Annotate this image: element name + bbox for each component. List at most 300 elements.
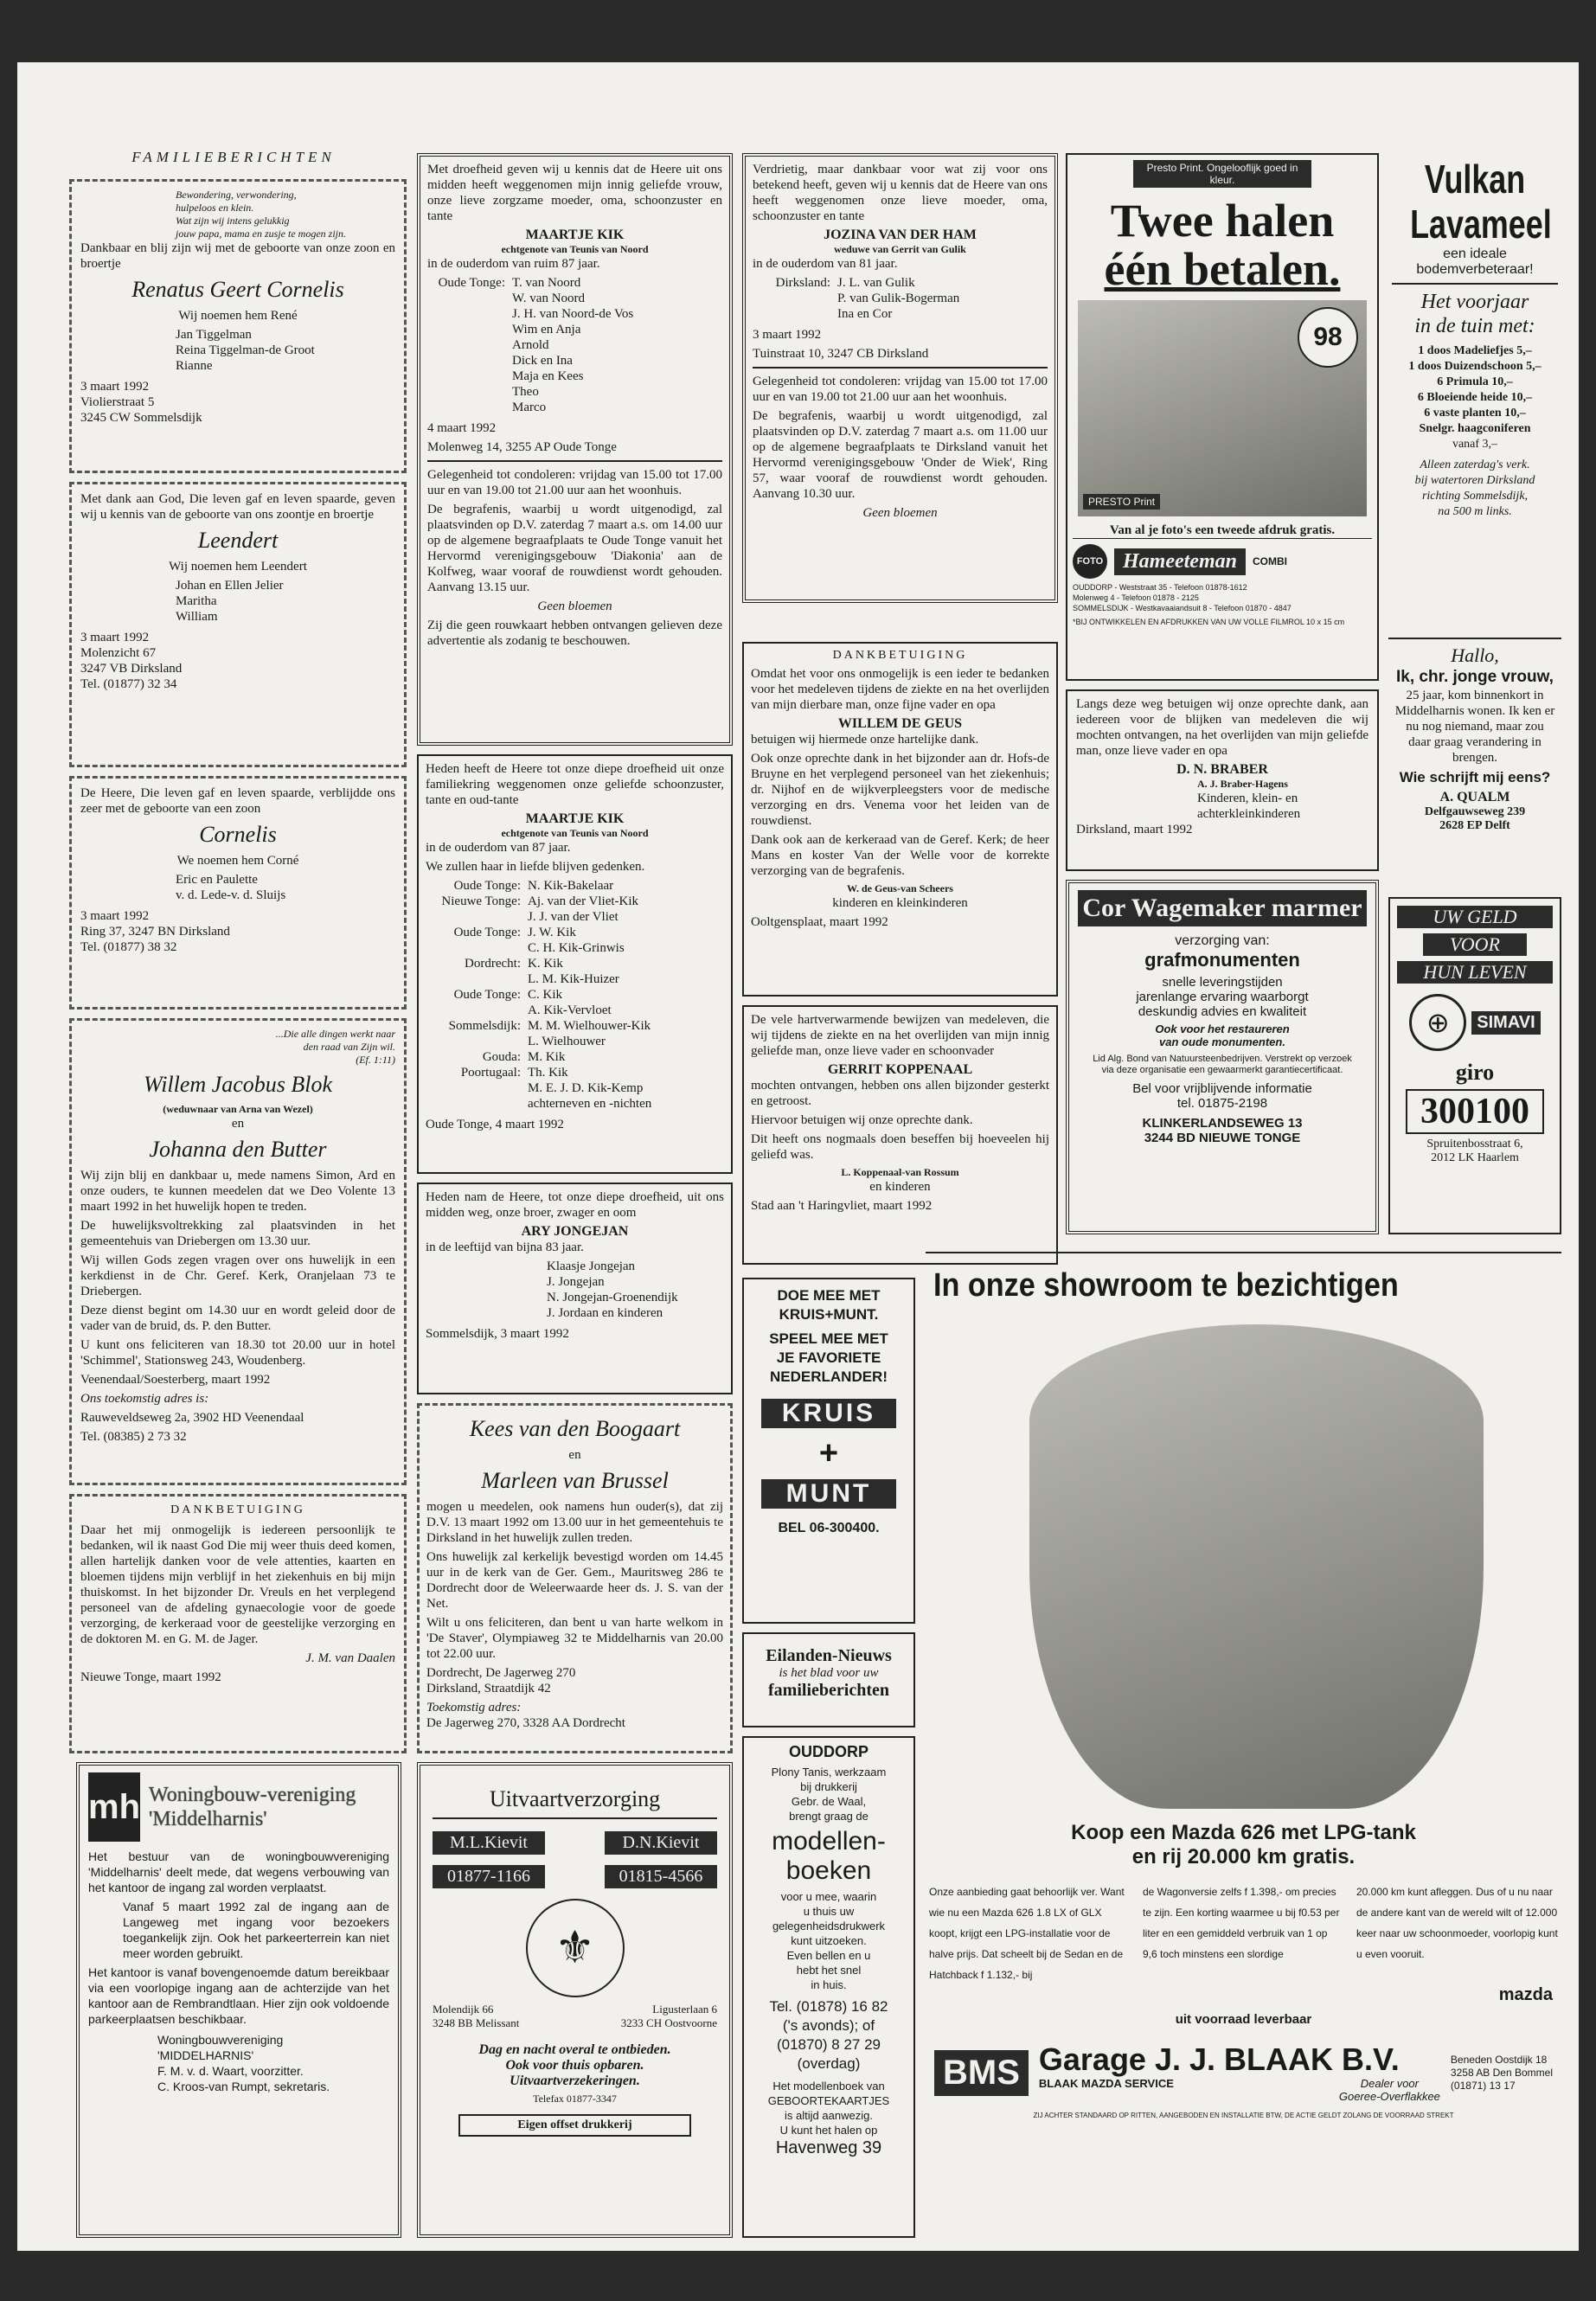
offer-item: 6 Primula 10,– — [1437, 375, 1513, 388]
groom-name: Kees van den Boogaart — [469, 1416, 681, 1441]
brand-logo: mazda — [1498, 1985, 1553, 2004]
ad-line: snelle leveringstijden — [1162, 975, 1283, 990]
place — [427, 369, 512, 384]
family-row — [426, 956, 724, 971]
signature: en kinderen — [869, 1180, 931, 1194]
offer-item: Snelgr. haagconiferen — [1419, 422, 1531, 435]
funeral-services-ad — [417, 1762, 733, 2238]
ad-line: bodemverbeteraar! — [1416, 262, 1534, 277]
verse-line: den raad van Zijn wil. — [303, 1041, 395, 1053]
sign-line: Kinderen, klein- en — [1197, 792, 1298, 805]
signature: L. Koppenaal-van Rossum — [841, 1166, 959, 1178]
price-badge: 98 — [1298, 307, 1358, 368]
place — [426, 1034, 528, 1049]
contact-name: A. QUALM — [1439, 790, 1510, 804]
dealer-block — [1339, 2077, 1440, 2103]
thanks-notice-van-daalen — [69, 1494, 407, 1753]
ad-line: Het modellenboek van — [772, 2080, 885, 2093]
slogan: Ook voor thuis opbaren. — [505, 2058, 644, 2073]
names — [433, 1831, 717, 1855]
verse-ref: (Ef. 1:11) — [356, 1054, 395, 1066]
ad-line: brengt graag de — [789, 1810, 869, 1823]
call-name: Wij noemen hem Leendert — [169, 560, 307, 574]
divider — [753, 367, 1048, 369]
ad-line: VOOR — [1423, 933, 1527, 956]
garage-name-block — [1039, 2042, 1440, 2103]
address: KLINKERLANDSEWEG 13 — [1142, 1116, 1303, 1131]
member: N. Kik-Bakelaar — [528, 879, 614, 893]
kruis-label: KRUIS — [761, 1399, 896, 1428]
family-row — [426, 909, 724, 925]
ad-line: GEBOORTEKAARTJES — [767, 2094, 890, 2107]
ad-line: Wie schrijft mij eens? — [1399, 769, 1551, 785]
and: en — [568, 1448, 581, 1462]
member: K. Kik — [528, 957, 563, 971]
paragraph: Gelegenheid tot condoleren: vrijdag van 15.00 tot 17.00 uur en van 19.00 tot 21.00 uur aan het woonhuis. — [753, 375, 1048, 404]
family-list — [426, 878, 724, 1112]
intro: Verdrietig, maar dankbaar voor wat zij voor ons betekend heeft, geven wij u kennis dat de Heere van ons heeft weggenomen onze lieve moeder, oma, schoonzuster en tante — [753, 163, 1048, 223]
member: L. Wielhouwer — [528, 1035, 606, 1048]
ad-headline: Het voorjaar — [1420, 291, 1529, 313]
member: C. Kik — [528, 988, 563, 1002]
family-row — [426, 1065, 724, 1080]
parent: Eric en Paulette — [176, 873, 258, 887]
address: Dirksland, Straatdijk 42 — [426, 1682, 551, 1695]
parents — [176, 327, 395, 374]
ad-line: bij drukkerij — [800, 1780, 857, 1793]
offer-headline: Koop een Mazda 626 met LPG-tank — [1071, 1821, 1416, 1844]
phone: Tel. (08385) 2 73 32 — [80, 1430, 187, 1444]
dealer-region: Goeree-Overflakkee — [1338, 2090, 1440, 2103]
store-address: OUDDORP - Weststraat 35 - Telefoon 01878-1612 — [1073, 583, 1247, 592]
ad-line: jarenlange ervaring waarborgt — [1136, 990, 1309, 1004]
no-flowers: Geen bloemen — [862, 506, 938, 520]
place — [427, 400, 512, 415]
member: C. H. Kik-Grinwis — [528, 941, 625, 955]
future-address: De Jagerweg 270, 3328 AA Dordrecht — [426, 1716, 625, 1730]
member: J. W. Kik — [528, 926, 576, 939]
birth-notice-leendert — [69, 482, 407, 767]
store-row — [1073, 544, 1372, 579]
verse-line: ...Die alle dingen werkt naar — [275, 1028, 395, 1040]
ad-line: U kunt het halen op — [779, 2124, 878, 2137]
parents — [176, 872, 395, 903]
verse-line: jouw papa, mama en zusje te mogen zijn. — [176, 228, 346, 240]
date: 3 maart 1992 — [80, 631, 150, 644]
location-line: bij watertoren Dirksland — [1414, 474, 1535, 487]
eilanden-nieuws-ad — [742, 1632, 915, 1727]
address: 3258 AB Den Bommel — [1450, 2066, 1553, 2079]
place — [427, 384, 512, 400]
brand-tag: PRESTO Print — [1083, 494, 1160, 510]
child-name: Renatus Geert Cornelis — [131, 277, 344, 302]
slogan: Uitvaartverzekeringen. — [510, 2073, 640, 2088]
family-row — [426, 971, 724, 987]
sign-line: F. M. v. d. Waart, voorzitter. — [157, 2064, 304, 2078]
parent: Jan Tiggelman — [176, 328, 252, 342]
member: achterneven en -nichten — [528, 1097, 652, 1111]
death-notice-kik-1 — [417, 153, 733, 746]
greeting: Hallo, — [1451, 644, 1499, 666]
family-row — [426, 987, 724, 1003]
age: in de ouderdom van 81 jaar. — [753, 257, 898, 271]
address: 2628 EP Delft — [1439, 819, 1510, 832]
sign-line: C. Kroos-van Rumpt, sekretaris. — [157, 2080, 330, 2093]
offer-item: 1 doos Duizendschoon 5,– — [1408, 360, 1542, 373]
birth-notice-renatus — [69, 179, 407, 473]
personal-ad — [1388, 638, 1561, 888]
place-date: Ooltgensplaat, maart 1992 — [751, 915, 888, 929]
ad-line: grafmonumenten — [1144, 949, 1300, 971]
ad-title: Woningbouw-vereniging 'Middelharnis' — [149, 1784, 356, 1830]
family-row — [426, 1034, 724, 1049]
deceased-name: WILLEM DE GEUS — [837, 716, 963, 731]
death-notice-van-der-ham — [742, 153, 1058, 603]
family-row — [427, 400, 722, 415]
garage-sub — [1039, 2077, 1440, 2103]
paragraph: De begrafenis, waarbij u wordt uitgenodigd, zal plaatsvinden op D.V. zaterdag 7 maart a.s. om 11.00 uur op de algemene begraafplaats te Dirksland vanuit het Hervormd verenigingsgebouw 'Onder de Wiek', Ring 57, waar vooraf de rouwdienst wordt gehouden. Aanvang 10.30 uur. — [753, 409, 1048, 501]
ad-line: u thuis uw — [803, 1905, 855, 1918]
paragraph: U kunt ons feliciteren van 18.30 tot 20.00 uur in hotel 'Schimmel', Stationsweg 243, Woudenberg. — [80, 1338, 395, 1368]
place: Gouda: — [482, 1050, 521, 1064]
divider — [1392, 283, 1558, 285]
sibling: Maritha — [176, 594, 217, 608]
place-date: Oude Tonge, 4 maart 1992 — [426, 1118, 564, 1131]
place — [753, 291, 837, 306]
slogan: Dag en nacht overal te ontbieden. — [478, 2042, 671, 2057]
intro: Dankbaar en blij zijn wij met de geboorte van onze zoon en broertje — [80, 241, 395, 271]
paragraph: mochten ontvangen, hebben ons allen bijzonder gesterkt en getroost. — [751, 1079, 1049, 1108]
paragraph: Wij zijn blij en dankbaar u, mede namens Simon, Ard en onze ouders, te kunnen meedelen dat we Deo Volente 13 maart 1992 in het huwelijk hopen te treden. — [80, 1169, 395, 1214]
garage-name: Garage J. J. BLAAK B.V. — [1038, 2041, 1400, 2077]
wedding-notice-boogaart — [417, 1403, 733, 1753]
family-row — [427, 322, 722, 337]
family-row — [426, 1080, 724, 1096]
ad-headline: één betalen. — [1104, 243, 1341, 295]
munt-label: MUNT — [761, 1479, 896, 1509]
paragraph: betuigen wij hiermede onze hartelijke dank. — [751, 733, 979, 747]
paragraph: Dank ook aan de kerkeraad van de Geref. Kerk; de heer Mans en koster Van der Welle voor de korrekte verzorging van de begrafenis. — [751, 833, 1049, 878]
place — [427, 337, 512, 353]
address: Spruitenbosstraat 6, — [1426, 1138, 1523, 1150]
member: P. van Gulik-Bogerman — [837, 292, 960, 305]
store-addresses — [1073, 582, 1372, 627]
offer-item: 6 Bloeiende heide 10,– — [1417, 391, 1533, 404]
phones — [433, 1865, 717, 1888]
street: Molendijk 66 — [433, 2003, 494, 2016]
paragraph: Dit heeft ons nogmaals doen beseffen bij hoeveelen hij geliefd was. — [751, 1132, 1049, 1162]
ad-title: Uitvaartverzorging — [433, 1786, 717, 1819]
member: T. van Noord — [512, 276, 581, 290]
phone[interactable]: BEL 06-300400. — [778, 1521, 880, 1535]
paragraph: Vanaf 5 maart 1992 zal de ingang aan de Langeweg met ingang voor bezoekers toegankelijk zijn. Ook het parkeerterrein kan niet meer worden gebruikt. — [123, 1900, 389, 1960]
address-label: Toekomstig adres: — [426, 1701, 522, 1715]
sibling: William — [176, 610, 218, 624]
intro: De Heere, Die leven gaf en leven spaarde, verblijdde ons zeer met de geboorte van een zoon — [80, 786, 395, 816]
store-address: SOMMELSDIJK - Westkavaaiandsuit 8 - Telefoon 01870 - 4847 — [1073, 604, 1292, 612]
store-name: Hameeteman — [1114, 548, 1246, 575]
photo-people — [1078, 300, 1367, 516]
thanks-notice-de-geus — [742, 642, 1058, 997]
place: Dordrecht: — [465, 957, 521, 971]
ad-headline: In onze showroom te bezichtigen — [933, 1267, 1399, 1304]
member: M. E. J. D. Kik-Kemp — [528, 1081, 644, 1095]
director-name: M.L.Kievit — [433, 1831, 545, 1855]
address-label: Ons toekomstig adres is: — [80, 1392, 209, 1406]
ad-line: Lid Alg. Bond van Natuursteenbedrijven. Verstrekt op verzoek via deze organisatie een gewaarmerkt garantiecertificaat. — [1093, 1054, 1352, 1075]
phone[interactable]: (01871) 13 17 — [1450, 2079, 1516, 2092]
intro: Heden nam de Heere, tot onze diepe droefheid, uit ons midden weg, onze broer, zwager en oom — [426, 1190, 724, 1220]
simavi-ad — [1388, 897, 1561, 1234]
ad-line: hebt het snel — [796, 1964, 862, 1977]
ad-line: verzorging van: — [1175, 933, 1270, 948]
ad-line: NEDERLANDER! — [770, 1368, 888, 1385]
address: Delfgauwseweg 239 — [1424, 805, 1526, 818]
offer-item: vanaf 3,– — [1452, 438, 1498, 451]
member: Arnold — [512, 338, 549, 352]
age: in de leeftijd van bijna 83 jaar. — [426, 1240, 584, 1254]
fax: Telefax 01877-3347 — [533, 2093, 617, 2105]
family-list — [427, 275, 722, 415]
family-row — [427, 306, 722, 322]
phone[interactable]: Tel. (01878) 16 82 — [769, 1998, 888, 2015]
member: J. Jongejan — [547, 1275, 605, 1289]
ad-line: Plony Tanis, werkzaam — [771, 1766, 887, 1779]
ad-line: DOE MEE MET — [777, 1287, 881, 1304]
ad-line: KRUIS+MUNT. — [779, 1306, 879, 1323]
city: 3248 BB Melissant — [433, 2016, 520, 2029]
paper-name: Eilanden-Nieuws — [766, 1646, 892, 1665]
spouse: weduwe van Gerrit van Gulik — [834, 243, 966, 255]
offer-columns — [929, 1881, 1558, 1985]
paragraph: De huwelijksvoltrekking zal plaatsvinden in het gemeentehuis van Driebergen om 13.30 uur. — [80, 1219, 395, 1248]
place — [426, 909, 528, 925]
bms-logo: BMS — [934, 2050, 1029, 2096]
family-row — [753, 306, 1048, 322]
offer-list — [1392, 343, 1558, 452]
phone[interactable]: tel. 01875-2198 — [1176, 1096, 1268, 1111]
dealer-label: Dealer voor — [1360, 2077, 1419, 2090]
section-header — [69, 149, 398, 175]
signature — [1197, 778, 1368, 822]
member: Theo — [512, 385, 539, 399]
place — [426, 1003, 528, 1018]
verse — [80, 1028, 395, 1067]
addresses — [433, 2003, 717, 2030]
family-row — [427, 275, 722, 291]
place-date: Sommelsdijk, 3 maart 1992 — [426, 1327, 569, 1341]
ad-headline: modellen- — [772, 1827, 886, 1856]
child-name: Leendert — [197, 528, 279, 553]
notice-title: DANKBETUIGING — [170, 1503, 305, 1516]
ad-line: voor u mee, waarin — [780, 1890, 877, 1903]
address: Havenweg 39 — [775, 2138, 882, 2157]
member: M. M. Wielhouwer-Kik — [528, 1019, 651, 1033]
fine-print: *BIJ ONTWIKKELEN EN AFDRUKKEN VAN UW VOLLE FILMROL 10 x 15 cm — [1073, 618, 1345, 626]
family-row — [426, 1003, 724, 1018]
family-row — [426, 940, 724, 956]
family-list — [547, 1259, 724, 1321]
family-row — [427, 337, 722, 353]
section-title: FAMILIEBERICHTEN — [131, 149, 336, 165]
address-left — [433, 2003, 519, 2030]
ad-line: ('s avonds); of — [782, 2017, 875, 2034]
ad-headline: Ik, chr. jonge vrouw, — [1396, 668, 1554, 686]
ad-line: JE FAVORIETE — [776, 1349, 881, 1366]
paragraph: Wij willen Gods zegen vragen over ons huwelijk in een kerkdienst in de Chr. Geref. Kerk, Oranjelaan 73 te Driebergen. — [80, 1253, 395, 1298]
paragraph: Wilt u ons feliciteren, dan bent u van harte welkom in 'De Staver', Olympiaweg 32 te Middelharnis van 20.00 tot 22.00 uur. — [426, 1616, 723, 1661]
place-name: OUDDORP — [788, 1743, 869, 1760]
paragraph: Ons huwelijk zal kerkelijk bevestigd worden om 14.45 uur in de kerk van de Ger. Gem., Mauritsweg 286 te Dordrecht door de Weleerwaarde heer ds. J. S. van der Net. — [426, 1550, 723, 1611]
signature: kinderen en kleinkinderen — [832, 896, 968, 910]
place — [427, 291, 512, 306]
death-notice-jongejan — [417, 1183, 733, 1394]
family-row — [427, 384, 722, 400]
member: Aj. van der Vliet-Kik — [528, 894, 639, 908]
thanks-notice-braber — [1066, 689, 1379, 871]
street: Violierstraat 5 — [80, 395, 155, 409]
offer-item: 6 vaste planten 10,– — [1424, 407, 1526, 420]
place-date: Stad aan 't Haringvliet, maart 1992 — [751, 1199, 933, 1213]
location-line: na 500 m links. — [1438, 505, 1512, 518]
verse-line: Wat zijn wij intens gelukkig — [176, 215, 290, 227]
member: Ina en Cor — [837, 307, 893, 321]
logo-text: SIMAVI — [1471, 1011, 1540, 1035]
mazda-ad — [926, 1252, 1561, 2238]
paragraph: De vele hartverwarmende bewijzen van medeleven, die wij tijdens de ziekte en na het overlijden van mijn innig geliefde man, onze lieve vader en schoonvader — [751, 1013, 1049, 1058]
member: M. Kik — [528, 1050, 566, 1064]
ad-line: Gebr. de Waal, — [791, 1795, 867, 1808]
place — [427, 322, 512, 337]
family-row — [426, 1018, 724, 1034]
offer-text: 20.000 km kunt afleggen. Dus of u nu naar de andere kant van de wereld wilt of 12.000 keer naar uw schoonmoeder, voorlopig kunt u even vooruit. — [1356, 1886, 1558, 1960]
phone: Tel. (01877) 38 32 — [80, 940, 177, 954]
notice-title: DANKBETUIGING — [832, 649, 968, 662]
death-notice-kik-2 — [417, 754, 733, 1174]
paragraph: Deze dienst begint om 14.30 uur en wordt geleid door de vader van de bruid, ds. P. den Butter. — [80, 1304, 395, 1333]
place: Oude Tonge: — [453, 879, 521, 893]
address: Rauweveldseweg 2a, 3902 HD Veenendaal — [80, 1411, 304, 1425]
and: en — [231, 1117, 245, 1131]
bride-name: Johanna den Butter — [149, 1137, 327, 1162]
spouse: echtgenote van Teunis van Noord — [501, 243, 649, 255]
parent: Johan en Ellen Jelier — [176, 579, 284, 593]
paragraph: Omdat het voor ons onmogelijk is een ieder te bedanken voor het medeleven tijdens de ziekte en na het overlijden van mijn dierbare man, onze fijne vader en opa — [751, 667, 1049, 712]
address: Tuinstraat 10, 3247 CB Dirksland — [753, 347, 929, 361]
family-row — [753, 291, 1048, 306]
foto-logo: FOTO — [1073, 544, 1107, 579]
logo: mh — [88, 1772, 140, 1842]
family-row — [426, 1049, 724, 1065]
deceased-name: JOZINA VAN DER HAM — [824, 228, 977, 242]
sibling: Rianne — [176, 359, 213, 373]
place: Oude Tonge: — [438, 276, 505, 290]
member: J. L. van Gulik — [837, 276, 915, 290]
text: Daar het mij onmogelijk is iedereen persoonlijk te bedanken, wil ik naast God Die mij weer thuis deed komen, allen hartelijk danken voor de vele attenties, kaarten en bloemen tijdens mijn verblijf in het ziekenhuis en bij mijn thuiskomst. In het bijzonder Dr. Vreuls en het verplegend personeel van de afdeling gynaecologie voor de goede verzorging, de kerkeraad voor de geestelijke verzorging en de doktoren M. en G. M. de Jager. — [80, 1523, 395, 1646]
city: 3233 CH Oostvoorne — [620, 2016, 717, 2029]
ad-line: kunt uitzoeken. — [791, 1934, 867, 1947]
groom-name: Willem Jacobus Blok — [143, 1072, 333, 1097]
ad-text: 25 jaar, kom binnenkort in Middelharnis wonen. Ik ken er nu nog niemand, maar zou daar graag verandering in brengen. — [1394, 689, 1555, 765]
ad-header — [88, 1772, 389, 1842]
member: Dick en Ina — [512, 354, 573, 368]
address: 3244 BD NIEUWE TONGE — [1144, 1131, 1301, 1145]
phone[interactable]: 01877-1166 — [433, 1865, 545, 1888]
closing: Zij die geen rouwkaart hebben ontvangen gelieven deze advertentie als zodanig te beschouwen. — [427, 619, 722, 648]
address: Dordrecht, De Jagerweg 270 — [426, 1666, 576, 1680]
verse — [176, 189, 395, 240]
ad-line: (overdag) — [797, 2055, 861, 2072]
age: in de ouderdom van ruim 87 jaar. — [427, 257, 600, 271]
director-name: D.N.Kievit — [605, 1831, 717, 1855]
thanks-notice-koppenaal — [742, 1005, 1058, 1265]
fine-print: ZIJ ACHTER STANDAARD OP RITTEN, AANGEBODEN EN INSTALLATIE BTW, DE ACTIE GELDT ZOLANG DE VOORRAAD STREKT — [1033, 2112, 1454, 2119]
ad-line: gelegenheidsdrukwerk — [772, 1920, 886, 1932]
phone[interactable]: 01815-4566 — [605, 1865, 717, 1888]
place — [427, 353, 512, 369]
intro: Met droefheid geven wij u kennis dat de Heere uit ons midden heeft weggenomen mijn innig geliefde vrouw, onze lieve zorgzame moeder, oma, schoonzuster en tante — [427, 163, 722, 223]
paragraph: Ook onze oprechte dank in het bijzonder aan dr. Hofs-de Bruyne en het verplegend personeel van het ziekenhuis; dr. Nijhof en de wijkverpleegsters voor de medische verzorging en drs. Venema voor het leiden van de rouwdienst. — [751, 752, 1049, 828]
street: Ligusterlaan 6 — [652, 2003, 717, 2016]
member: Wim en Anja — [512, 323, 581, 336]
member: W. van Noord — [512, 292, 586, 305]
paragraph: Langs deze weg betuigen wij onze oprechte dank, aan iedereen voor de blijken van medeleven die wij mochten ontvangen, na het overlijden van mijn geliefde man, onze lieve vader en opa — [1076, 697, 1368, 758]
place — [426, 1080, 528, 1096]
location — [1392, 458, 1558, 520]
ad-line: Bel voor vrijblijvende informatie — [1132, 1081, 1312, 1096]
age: in de ouderdom van 87 jaar. — [426, 841, 571, 855]
ad-line: Ook voor het restaureren — [1155, 1022, 1290, 1035]
ad-line: HUN LEVEN — [1397, 961, 1553, 984]
member: N. Jongejan-Groenendijk — [547, 1291, 678, 1304]
paragraph: Het bestuur van de woningbouwvereniging 'Middelharnis' deelt mede, dat wegens verbouwing van het kantoor de ingang zal worden verplaatst. — [88, 1849, 389, 1894]
housing-assoc-ad — [76, 1762, 401, 2238]
address — [80, 908, 395, 955]
phone[interactable]: (01870) 8 27 29 — [776, 2036, 881, 2053]
paragraph: Hiervoor betuigen wij onze oprechte dank. — [751, 1113, 973, 1127]
member: J. J. van der Vliet — [528, 910, 619, 924]
offer-headline: en rij 20.000 km gratis. — [1131, 1845, 1356, 1868]
family-row — [753, 275, 1048, 291]
address: Molenweg 14, 3255 AP Oude Tonge — [427, 440, 617, 454]
street: Ring 37, 3247 BN Dirksland — [80, 925, 230, 939]
offer-text: de Wagonversie zelfs f 1.398,- om precies te zijn. Een korting waarmee u bij f0.53 per liter en een gemiddeld verbruik van 1 op 9,6 toch minstens een slordige — [1143, 1886, 1340, 1960]
family-row — [426, 1096, 724, 1112]
simavi-logo — [1397, 994, 1553, 1051]
call-name: Wij noemen hem René — [178, 309, 298, 323]
deceased-name: MAARTJE KIK — [525, 811, 625, 826]
sign-line: 'MIDDELHARNIS' — [157, 2048, 254, 2062]
place: Nieuwe Tonge: — [441, 894, 521, 908]
garage-address — [1451, 2054, 1553, 2093]
city: 3245 CW Sommelsdijk — [80, 411, 202, 425]
globe-icon: ⊕ — [1409, 994, 1466, 1051]
sign-line: achterkleinkinderen — [1197, 807, 1301, 821]
sign-line: Woningbouwvereniging — [157, 2033, 284, 2047]
date: 3 maart 1992 — [80, 380, 150, 394]
member: Maja en Kees — [512, 369, 584, 383]
birth-notice-cornelis — [69, 776, 407, 1009]
ad-line: is het blad voor uw — [779, 1666, 879, 1680]
place — [426, 971, 528, 987]
presto-print-ad — [1066, 153, 1379, 681]
store-address: Molenweg 4 - Telefoon 01878 - 2125 — [1073, 593, 1199, 602]
wagemaker-ad — [1066, 880, 1379, 1234]
verse-line: Bewondering, verwondering, — [176, 189, 297, 201]
ad-line: in huis. — [811, 1978, 847, 1991]
intro: Heden heeft de Heere tot onze diepe droefheid uit onze familiekring weggenomen onze geliefde schoonzuster, tante en oud-tante — [426, 762, 724, 807]
date: 4 maart 1992 — [427, 421, 497, 435]
